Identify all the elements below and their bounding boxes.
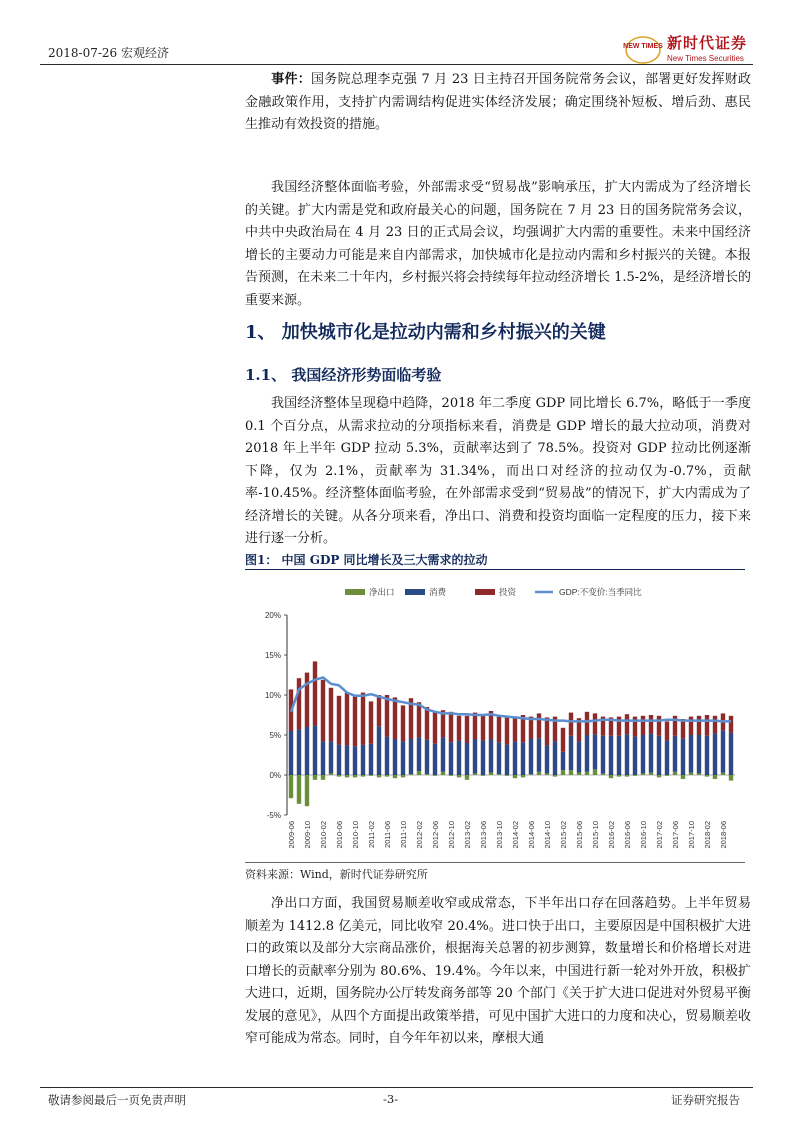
bar-segment — [297, 775, 301, 804]
bar-segment — [369, 701, 373, 743]
x-tick-label: 2009-06 — [287, 821, 296, 849]
bar-segment — [449, 742, 453, 775]
bar-segment — [313, 725, 317, 775]
bar-segment — [377, 695, 381, 726]
bar-segment — [689, 735, 693, 773]
bar-segment — [521, 742, 525, 775]
x-tick-label: 2014-10 — [543, 821, 552, 849]
bar-segment — [361, 693, 365, 745]
bar-segment — [425, 740, 429, 774]
bar-segment — [705, 775, 709, 777]
bar-segment — [505, 717, 509, 744]
bar-segment — [393, 697, 397, 739]
bar-segment — [465, 743, 469, 775]
figure-title-rule — [245, 569, 745, 570]
bar-segment — [625, 775, 629, 777]
bar-segment — [561, 770, 565, 775]
bar-segment — [305, 727, 309, 775]
bar-segment — [593, 734, 597, 769]
bar-segment — [321, 775, 325, 780]
bar-segment — [529, 739, 533, 774]
bar-segment — [729, 733, 733, 775]
bar-segment — [657, 736, 661, 775]
bar-segment — [433, 744, 437, 775]
bar-segment — [601, 736, 605, 774]
bar-segment — [441, 772, 445, 775]
bar-segment — [441, 737, 445, 771]
bar-segment — [321, 680, 325, 742]
summary-paragraph: 我国经济整体面临考验，外部需求受“贸易战”影响承压，扩大内需成为了经济增长的关键。扩大内需是党和政府最关心的问题，国务院在 7 月 23 日的国务院常务会议，中共中央政治局在 4 月 23 日的正式局会议，均强调扩大内需的重要性。未来中国经济增长的主要动力可能是来自内部需求，加快城市化是拉动内需和乡村振兴的关键。本报告预测，在未来二十年内，乡村振兴将会持续每年拉动经济增长 1.5-2%，是经济增长的重要来源。 — [245, 180, 751, 308]
bar-segment — [425, 707, 429, 740]
bar-segment — [721, 730, 725, 772]
bar-segment — [329, 688, 333, 742]
bar-segment — [353, 697, 357, 747]
section-heading-1: 1、 加快城市化是拉动内需和乡村振兴的关键 — [245, 322, 606, 343]
bar-segment — [481, 715, 485, 741]
bar-segment — [305, 673, 309, 727]
page-number: -3- — [383, 1092, 399, 1106]
bar-segment — [545, 717, 549, 745]
header-date-category: 2018-07-26 宏观经济 — [48, 46, 170, 60]
bar-segment — [457, 775, 461, 777]
bar-segment — [673, 736, 677, 772]
bar-segment — [297, 729, 301, 775]
bar-segment — [433, 775, 437, 776]
bar-segment — [361, 745, 365, 775]
bar-segment — [313, 775, 317, 780]
bar-segment — [585, 735, 589, 772]
bar-segment — [481, 741, 485, 775]
y-tick-label: 20% — [264, 611, 281, 620]
bar-segment — [481, 775, 485, 776]
bar-segment — [625, 714, 629, 734]
logo-english-name: New Times Securities — [667, 54, 744, 63]
bar-segment — [433, 712, 437, 744]
figure-source: 资料来源：Wind，新时代证券研究所 — [245, 868, 428, 881]
bar-segment — [385, 737, 389, 775]
bar-segment — [537, 772, 541, 775]
bar-segment — [497, 774, 501, 775]
legend-swatch — [475, 589, 495, 595]
bar-segment — [633, 737, 637, 775]
bar-segment — [417, 771, 421, 775]
bar-segment — [537, 713, 541, 738]
bar-segment — [497, 742, 501, 774]
x-tick-label: 2012-10 — [447, 821, 456, 849]
bar-segment — [321, 741, 325, 775]
y-tick-label: 5% — [269, 731, 281, 740]
bar-segment — [353, 746, 357, 775]
bar-segment — [561, 752, 565, 770]
bar-segment — [689, 773, 693, 775]
legend-label: GDP:不变价:当季同比 — [559, 587, 642, 597]
x-tick-label: 2018-02 — [703, 821, 712, 849]
bar-segment — [641, 735, 645, 773]
bar-segment — [473, 773, 477, 775]
y-tick-label: 0% — [269, 771, 281, 780]
bar-segment — [393, 739, 397, 775]
bar-segment — [337, 745, 341, 775]
x-tick-label: 2017-10 — [687, 821, 696, 849]
bar-segment — [449, 712, 453, 742]
net-export-paragraph: 净出口方面，我国贸易顺差收窄或成常态，下半年出口存在回落趋势。上半年贸易顺差为 1412.8 亿美元，同比收窄 20.4%。进口快于出口，主要原因是中国积极扩大进口的政策以及部分大宗商品涨价，根据海关总署的初步测算，数量增长和价格增长对进口增长的贡献率分别为 80.6%、19.4%。今年以来，中国进行新一轮对外开放，积极扩大进口，近期，国务院办公厅转发商务部等 20 个部门《关于扩大进口促进对外贸易平衡发展的意见》，从四个方面提出政策举措，可见中国扩大进口的力度和决心，贸易顺差收窄可能成为常态。同时，自今年年初以来，摩根大通 — [245, 896, 751, 1046]
source-rule — [245, 862, 745, 863]
gdp-demand-chart — [245, 575, 745, 860]
bar-segment — [497, 716, 501, 742]
bar-segment — [489, 739, 493, 773]
y-tick-label: -5% — [266, 811, 281, 820]
bar-segment — [665, 775, 669, 776]
x-tick-label: 2017-02 — [655, 821, 664, 849]
bar-segment — [329, 741, 333, 773]
bar-segment — [649, 715, 653, 733]
bar-segment — [377, 726, 381, 775]
bar-segment — [385, 695, 389, 737]
footer-rule — [40, 1087, 753, 1088]
x-tick-label: 2018-06 — [719, 821, 728, 849]
x-tick-label: 2013-10 — [495, 821, 504, 849]
footer-report-type: 证券研究报告 — [671, 1093, 740, 1107]
event-paragraph — [245, 69, 751, 137]
event-text: 国务院总理李克强 7 月 23 日主持召开国务院常务会议，部署更好发挥财政金融政策作用，支持扩内需调结构促进实体经济发展；确定围绕补短板、增后劲、惠民生推动有效投资的措施。 — [245, 72, 751, 132]
bar-segment — [409, 739, 413, 774]
bar-segment — [337, 775, 341, 777]
bar-segment — [641, 773, 645, 775]
bar-segment — [513, 775, 517, 778]
bar-segment — [713, 775, 717, 779]
event-label: 事件： — [271, 72, 312, 87]
bar-segment — [601, 773, 605, 775]
bar-segment — [377, 775, 381, 777]
section-heading-1-1: 1.1、 我国经济形势面临考验 — [245, 366, 442, 384]
x-tick-label: 2009-10 — [303, 821, 312, 849]
x-tick-label: 2016-10 — [639, 821, 648, 849]
bar-segment — [361, 775, 365, 777]
bar-segment — [369, 744, 373, 775]
legend-label: 消费 — [429, 587, 447, 597]
bar-segment — [625, 734, 629, 775]
bar-segment — [665, 741, 669, 775]
bar-segment — [401, 775, 405, 777]
x-tick-label: 2012-06 — [431, 821, 440, 849]
bar-segment — [313, 661, 317, 725]
bar-segment — [553, 775, 557, 777]
y-tick-label: 15% — [264, 651, 281, 660]
bar-segment — [521, 775, 525, 777]
x-tick-label: 2015-06 — [575, 821, 584, 849]
bar-segment — [425, 774, 429, 775]
bar-segment — [305, 775, 309, 806]
bar-segment — [673, 772, 677, 775]
x-tick-label: 2016-06 — [623, 821, 632, 849]
legend-swatch — [345, 589, 365, 595]
bar-segment — [681, 719, 685, 738]
bar-segment — [649, 733, 653, 772]
bar-segment — [465, 775, 469, 780]
x-tick-label: 2012-02 — [415, 821, 424, 849]
bar-segment — [393, 775, 397, 778]
bar-segment — [697, 735, 701, 773]
legend-label: 投资 — [499, 587, 517, 597]
bar-segment — [609, 775, 613, 778]
bar-segment — [585, 712, 589, 735]
bar-segment — [545, 745, 549, 773]
bar-segment — [489, 773, 493, 775]
bar-segment — [705, 736, 709, 775]
bar-segment — [577, 773, 581, 775]
bar-segment — [337, 696, 341, 745]
bar-segment — [729, 716, 733, 733]
bar-segment — [401, 741, 405, 775]
footer-disclaimer: 敬请参阅最后一页免责声明 — [48, 1093, 186, 1107]
bar-segment — [657, 775, 661, 777]
bar-segment — [513, 741, 517, 775]
bar-segment — [665, 721, 669, 740]
bar-segment — [409, 774, 413, 775]
bar-segment — [473, 713, 477, 739]
bar-segment — [289, 775, 293, 798]
section-1-1-paragraph: 我国经济整体呈现稳中趋降，2018 年二季度 GDP 同比增长 6.7%，略低于一季度 0.1 个百分点，从需求拉动的分项指标来看，消费是 GDP 增长的最大拉动项，消费对 2018 年上半年 GDP 拉动 5.3%，贡献率达到了 78.5%。投资对 GDP 拉动比例逐渐下降，仅为 2.1%，贡献率为 31.34%，而出口对经济的拉动仅为-0.7%，贡献率-10.45%。经济整体面临考验，在外部需求受到“贸易战”的情况下，扩大内需成为了经济增长的关键。从各分项来看，净出口、消费和投资均面临一定程度的压力，接下来进行逐一分析。 — [245, 396, 751, 546]
bar-segment — [297, 678, 301, 729]
bar-segment — [329, 773, 333, 775]
bar-segment — [505, 775, 509, 776]
figure-title: 图1： 中国 GDP 同比增长及三大需求的拉动 — [245, 553, 488, 567]
bar-segment — [345, 775, 349, 777]
bar-segment — [465, 716, 469, 743]
x-tick-label: 2015-02 — [559, 821, 568, 849]
company-logo-icon — [623, 34, 667, 66]
bar-segment — [513, 717, 517, 742]
bar-segment — [577, 741, 581, 772]
x-tick-label: 2010-06 — [335, 821, 344, 849]
bar-segment — [713, 716, 717, 734]
bar-segment — [417, 737, 421, 771]
bar-segment — [401, 705, 405, 741]
bar-segment — [593, 769, 597, 775]
x-tick-label: 2014-06 — [527, 821, 536, 849]
legend-swatch — [405, 589, 425, 595]
bar-segment — [537, 738, 541, 772]
logo-chinese-name: 新时代证券 — [667, 34, 748, 52]
x-tick-label: 2011-06 — [383, 821, 392, 848]
bar-segment — [681, 775, 685, 779]
bar-segment — [345, 693, 349, 746]
legend-label: 净出口 — [369, 587, 395, 597]
bar-segment — [505, 745, 509, 775]
bar-segment — [721, 773, 725, 775]
x-tick-label: 2010-02 — [319, 821, 328, 849]
bar-segment — [649, 773, 653, 775]
bar-segment — [657, 716, 661, 736]
x-tick-label: 2015-10 — [591, 821, 600, 849]
bar-segment — [705, 715, 709, 736]
logo-mark-text: NEW TIMES — [623, 43, 663, 50]
bar-segment — [345, 745, 349, 775]
bar-segment — [633, 775, 637, 776]
bar-segment — [353, 775, 357, 777]
x-tick-label: 2011-10 — [399, 821, 408, 848]
bar-segment — [417, 702, 421, 737]
bar-segment — [641, 716, 645, 735]
x-tick-label: 2014-02 — [511, 821, 520, 849]
bar-segment — [617, 736, 621, 775]
bar-segment — [289, 731, 293, 775]
bar-segment — [585, 772, 589, 775]
bar-segment — [449, 775, 453, 776]
bar-segment — [369, 775, 373, 776]
bar-segment — [569, 713, 573, 736]
x-tick-label: 2011-02 — [367, 821, 376, 848]
bar-segment — [553, 741, 557, 775]
x-tick-label: 2013-06 — [479, 821, 488, 849]
bar-segment — [617, 775, 621, 777]
x-tick-label: 2016-02 — [607, 821, 616, 849]
bar-segment — [545, 773, 549, 775]
bar-segment — [473, 739, 477, 773]
x-tick-label: 2010-10 — [351, 821, 360, 849]
bar-segment — [529, 774, 533, 775]
x-tick-label: 2013-02 — [463, 821, 472, 849]
bar-segment — [729, 775, 733, 781]
bar-segment — [457, 741, 461, 775]
bar-segment — [385, 775, 389, 777]
bar-segment — [593, 713, 597, 734]
x-tick-label: 2017-06 — [671, 821, 680, 849]
header-rule — [40, 64, 753, 65]
bar-segment — [681, 738, 685, 775]
y-tick-label: 10% — [264, 691, 281, 700]
bar-segment — [561, 728, 565, 752]
bar-segment — [713, 733, 717, 775]
bar-segment — [569, 736, 573, 770]
bar-segment — [569, 770, 573, 775]
bar-segment — [609, 736, 613, 775]
bar-segment — [697, 773, 701, 775]
bar-segment — [697, 716, 701, 735]
bar-segment — [457, 716, 461, 741]
